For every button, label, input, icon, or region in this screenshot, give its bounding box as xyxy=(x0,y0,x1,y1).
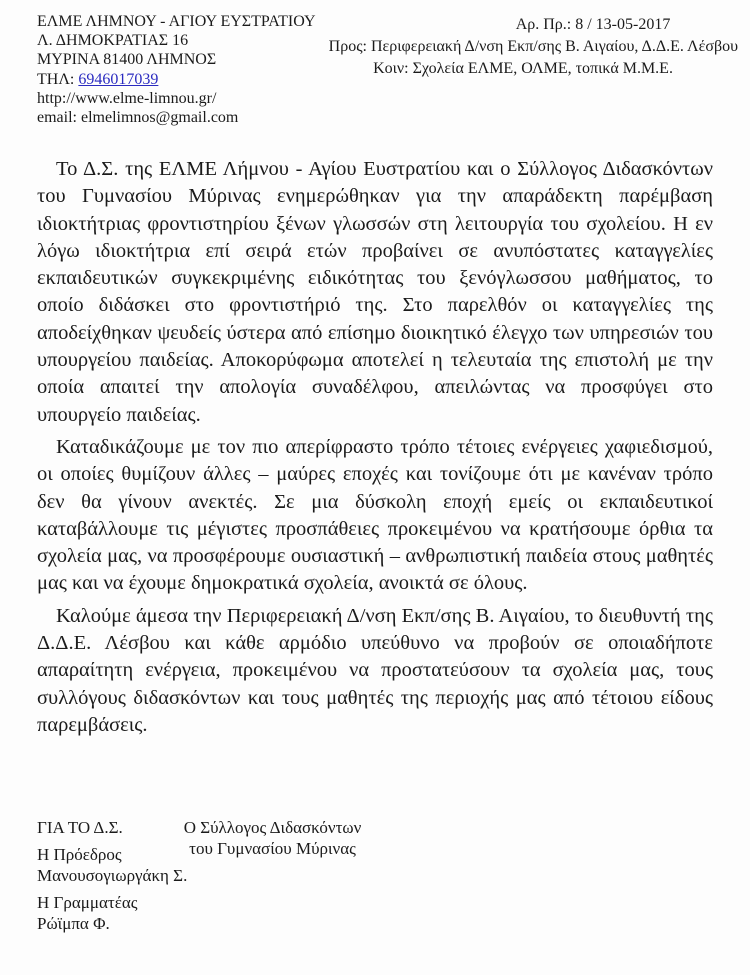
cc-line: Κοιν: Σχολεία ΕΛΜΕ, ΟΛΜΕ, τοπικά Μ.Μ.Ε. xyxy=(373,60,673,77)
org-address-street: Λ. ΔΗΜΟΚΡΑΤΙΑΣ 16 xyxy=(37,32,189,50)
for-board-label: ΓΙΑ ΤΟ Δ.Σ. xyxy=(37,818,123,837)
teachers-association-signature xyxy=(180,817,365,859)
association-line1: Ο Σύλλογος Διδασκόντων xyxy=(183,818,362,837)
recipient-block xyxy=(308,14,738,80)
phone-label: ΤΗΛ: xyxy=(37,70,79,88)
phone-line xyxy=(37,70,307,89)
sender-block xyxy=(37,12,316,127)
secretary-name: Ρώϊμπα Φ. xyxy=(37,914,110,933)
president-name: Μανουσογιωργάκη Σ. xyxy=(37,866,188,885)
website-line: http://www.elme-limnou.gr/ xyxy=(37,89,217,107)
paragraph-1: Το Δ.Σ. της ΕΛΜΕ Λήμνου - Αγίου Ευστρατίου και ο Σύλλογος Διδασκόντων του Γυμνασίου Μύρινας ενημερώθηκαν για την απαράδεκτη παρέμβαση ιδιοκτήτριας φροντιστηρίου ξένων γλωσσών στη λειτουργία του σχολείου. Η εν λόγω ιδιοκτήτρια επί σειρά ετών προβαίνει σε ανυπόστατες καταγγελίες εκπαιδευτικών συγκεκριμένης ειδικότητας του ξενόγλωσσου μαθήματος, το οποίο διδάσκει στο φροντιστήριό της. Στο παρελθόν οι καταγγελίες της αποδείχθηκαν ψευδείς ύστερα από επίσημο διοικητικό έλεγχο των υπηρεσιών του υπουργείου παιδείας. Αποκορύφωμα αποτελεί η τελευταία της επιστολή με την οποία απαιτεί την απολογία συναδέλφου, απειλώντας να προσφύγει στο υπουργείο παιδείας. xyxy=(37,158,713,426)
recipient-line: Προς: Περιφερειακή Δ/νση Εκπ/σης Β. Αιγαίου, Δ.Δ.Ε. Λέσβου xyxy=(328,38,738,55)
association-line2: του Γυμνασίου Μύρινας xyxy=(189,839,356,858)
email-line: email: elmelimnos@gmail.com xyxy=(37,109,239,127)
secretary-title: Η Γραμματέας xyxy=(37,893,138,912)
secretary-signature xyxy=(37,892,207,934)
protocol-number: Αρ. Πρ.: 8 / 13-05-2017 xyxy=(515,16,671,33)
paragraph-3: Καλούμε άμεσα την Περιφερειακή Δ/νση Εκπ/σης Β. Αιγαίου, το διευθυντή της Δ.Δ.Ε. Λέσβου και κάθε αρμόδιο υπεύθυνο να προβούν σε οποιαδήποτε απαραίτητη ενέργεια, προκειμένου να προστατεύσουν τα σχολεία μας, τους συλλόγους διδασκόντων και τους μαθητές της περιοχής μας από τέτοιου είδους παρεμβάσεις. xyxy=(37,604,713,736)
paragraph-2: Καταδικάζουμε με τον πιο απερίφραστο τρόπο τέτοιες ενέργειες χαφιεδισμού, οι οποίες θυμίζουν άλλες – μαύρες εποχές και τονίζουμε ότι με κανέναν τρόπο δεν θα γίνουν ανεκτές. Σε μια δύσκολη εποχή εμείς οι εκπαιδευτικοί καταβάλλουμε τις μέγιστες προσπάθειες προκειμένου να κρατήσουμε όρθια τα σχολεία μας, να προσφέρουμε ουσιαστική – ανθρωπιστική παιδεία στους μαθητές μας και να έχουμε δημοκρατικά σχολεία, ανοικτά σε όλους. xyxy=(37,435,713,595)
president-title: Η Πρόεδρος xyxy=(37,845,122,864)
org-address-city: ΜΥΡΙΝΑ 81400 ΛΗΜΝΟΣ xyxy=(37,51,217,69)
letter-body xyxy=(37,156,713,744)
phone-number-link[interactable]: 6946017039 xyxy=(78,70,159,88)
org-name: ΕΛΜΕ ΛΗΜΝΟΥ - ΑΓΙΟΥ ΕΥΣΤΡΑΤΙΟΥ xyxy=(37,13,316,30)
